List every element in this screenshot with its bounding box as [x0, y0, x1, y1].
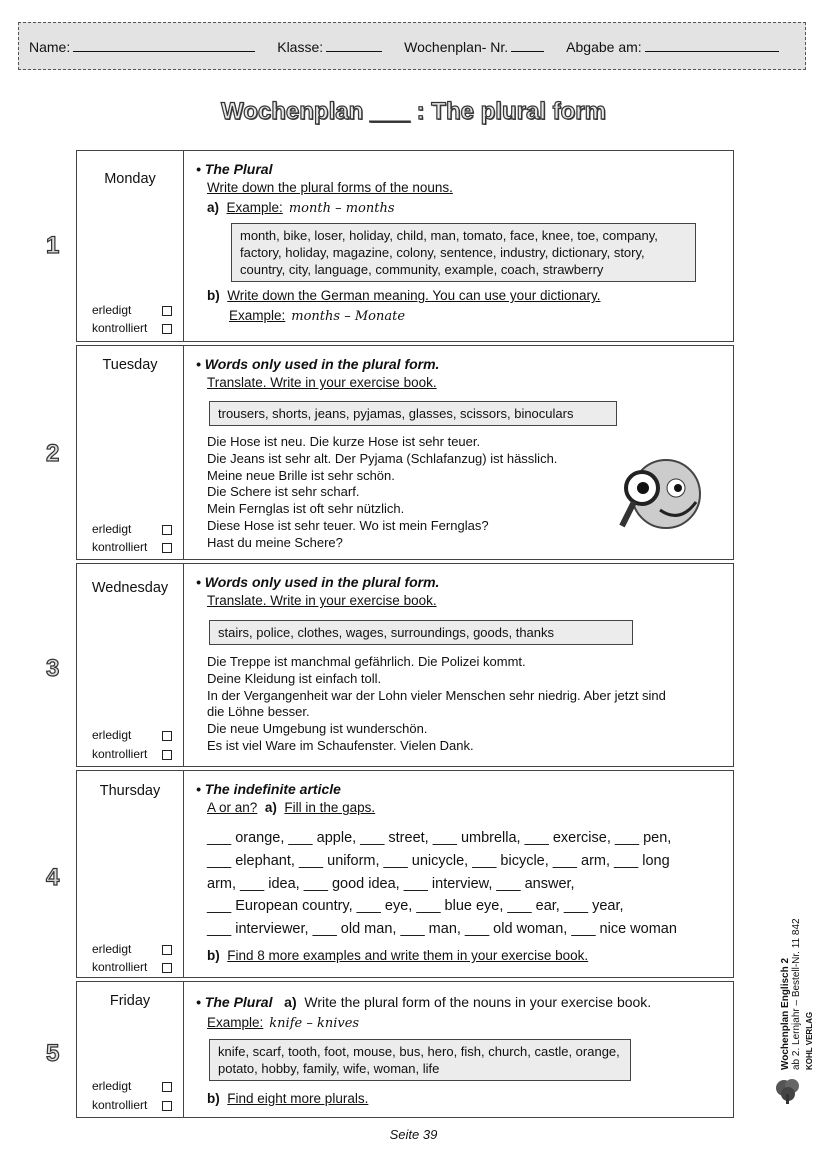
sentence: Deine Kleidung ist einfach toll. — [207, 670, 382, 686]
subtask-b: b) Find 8 more examples and write them in your exercise book. — [207, 948, 589, 963]
row-number: 5 — [46, 1040, 60, 1067]
day-cell — [77, 771, 184, 977]
side-imprint — [780, 850, 815, 1070]
gap-line: arm, ___ idea, ___ good idea, ___ interview, ___ answer, — [207, 875, 575, 892]
instruction: A or an? a) Fill in the gaps. — [207, 800, 376, 815]
checkbox-icon[interactable] — [162, 731, 172, 741]
row-wednesday — [76, 563, 734, 767]
page-number: Seite 39 — [389, 1127, 438, 1142]
done-checkbox[interactable]: erledigt — [92, 728, 131, 742]
publisher-logo: KOHL VERLAG — [805, 1011, 814, 1070]
sentence: Meine neue Brille ist sehr schön. — [207, 467, 395, 483]
done-checkbox[interactable]: erledigt — [92, 942, 131, 956]
checkbox-icon[interactable] — [162, 945, 172, 955]
row-tuesday — [76, 345, 734, 560]
sentence-list — [207, 654, 666, 755]
checkbox-icon[interactable] — [162, 306, 172, 316]
imprint-order: ab 2. Lernjahr – Bestell-Nr. 11 842 — [791, 918, 802, 1070]
subtask-b: b) Write down the German meaning. You can use your dictionary. — [207, 288, 601, 303]
day-label: Thursday — [99, 783, 161, 799]
sentence: Mein Fernglas ist oft sehr nützlich. — [207, 501, 405, 517]
day-label: Tuesday — [102, 357, 158, 373]
task-cell — [184, 564, 733, 766]
row-monday — [76, 150, 734, 342]
checkbox-icon[interactable] — [162, 543, 172, 553]
word-box: trousers, shorts, jeans, pyjamas, glasses, scissors, binoculars — [209, 401, 617, 426]
plan-number-field[interactable]: Wochenplan- Nr. — [404, 37, 544, 55]
gap-list — [207, 827, 707, 941]
example: Example: months – Monate — [229, 308, 406, 324]
gap-line: ___ elephant, ___ uniform, ___ unicycle, ___ bicycle, ___ arm, ___ long — [207, 852, 670, 869]
word-box: month, bike, loser, holiday, child, man, tomato, face, knee, toe, company, factory, holiday, magazine, colony, sentence, industry, dictionary, story, country, city, language, community, example, coach, strawberry — [231, 223, 696, 282]
task-heading: • The Plural a) Write the plural form of the nouns in your exercise book. — [196, 994, 652, 1010]
checkbox-icon[interactable] — [162, 1082, 172, 1092]
sentence: Die Treppe ist manchmal gefährlich. Die Polizei kommt. — [207, 654, 526, 669]
header-box — [18, 22, 806, 70]
task-cell — [184, 771, 733, 977]
row-friday — [76, 981, 734, 1118]
word-box: knife, scarf, tooth, foot, mouse, bus, hero, fish, church, castle, orange, potato, hobby, family, wife, woman, life — [209, 1039, 631, 1081]
gap-line: ___ European country, ___ eye, ___ blue eye, ___ ear, ___ year, — [207, 898, 624, 915]
class-field[interactable]: Klasse: — [277, 37, 382, 55]
checkbox-icon[interactable] — [162, 750, 172, 760]
sentence: Diese Hose ist sehr teuer. Wo ist mein Fernglas? — [207, 517, 489, 533]
day-cell — [77, 982, 184, 1117]
sentence: Die Schere ist sehr scharf. — [207, 484, 360, 500]
sentence: die Löhne besser. — [207, 704, 310, 720]
row-number: 2 — [46, 440, 60, 467]
task-heading: • The Plural — [196, 161, 273, 177]
day-cell — [77, 346, 184, 559]
task-heading: • Words only used in the plural form. — [196, 574, 440, 590]
day-label: Monday — [104, 171, 156, 187]
checkbox-icon[interactable] — [162, 963, 172, 973]
checked-checkbox[interactable]: kontrolliert — [92, 540, 147, 554]
tree-logo-icon — [772, 1076, 806, 1106]
task-cell — [184, 982, 733, 1117]
sentence: Hast du meine Schere? — [207, 534, 343, 550]
row-number: 4 — [46, 864, 60, 891]
example: Example: knife – knives — [207, 1015, 360, 1031]
gap-line: ___ interviewer, ___ old man, ___ man, ___ old woman, ___ nice woman — [207, 921, 677, 938]
sentence-list — [207, 434, 557, 552]
sentence: Die Jeans ist sehr alt. Der Pyjama (Schlafanzug) ist hässlich. — [207, 450, 558, 466]
checkbox-icon[interactable] — [162, 1101, 172, 1111]
task-heading: • The indefinite article — [196, 781, 341, 797]
due-date-field[interactable]: Abgabe am: — [566, 37, 779, 55]
task-cell — [184, 151, 733, 341]
checked-checkbox[interactable]: kontrolliert — [92, 321, 147, 335]
gap-line: ___ orange, ___ apple, ___ street, ___ umbrella, ___ exercise, ___ pen, — [207, 830, 672, 846]
task-heading: • Words only used in the plural form. — [196, 356, 440, 372]
word-box: stairs, police, clothes, wages, surroundings, goods, thanks — [209, 620, 633, 645]
magnifier-smiley-icon — [612, 458, 708, 538]
subtask-a: a) Example: month – months — [207, 200, 395, 216]
day-label: Friday — [109, 993, 151, 1009]
page-title: Wochenplan ___ : The plural form — [221, 98, 606, 125]
sentence: Die Hose ist neu. Die kurze Hose ist sehr teuer. — [207, 434, 481, 449]
sentence: Die neue Umgebung ist wunderschön. — [207, 721, 428, 737]
checked-checkbox[interactable]: kontrolliert — [92, 1098, 147, 1112]
day-label: Wednesday — [91, 580, 169, 596]
row-thursday — [76, 770, 734, 978]
checked-checkbox[interactable]: kontrolliert — [92, 960, 147, 974]
done-checkbox[interactable]: erledigt — [92, 303, 131, 317]
checkbox-icon[interactable] — [162, 324, 172, 334]
sentence: In der Vergangenheit war der Lohn vieler Menschen sehr niedrig. Aber jetzt sind — [207, 687, 666, 703]
row-number: 3 — [46, 655, 60, 682]
day-cell — [77, 151, 184, 341]
instruction: Translate. Write in your exercise book. — [207, 593, 437, 608]
task-cell — [184, 346, 733, 559]
name-field[interactable]: Name: — [29, 37, 255, 55]
done-checkbox[interactable]: erledigt — [92, 522, 131, 536]
checked-checkbox[interactable]: kontrolliert — [92, 747, 147, 761]
sentence: Es ist viel Ware im Schaufenster. Vielen Dank. — [207, 737, 474, 753]
checkbox-icon[interactable] — [162, 525, 172, 535]
day-cell — [77, 564, 184, 766]
instruction: Write down the plural forms of the nouns. — [207, 180, 453, 195]
instruction: Translate. Write in your exercise book. — [207, 375, 437, 390]
subtask-b: b) Find eight more plurals. — [207, 1091, 369, 1106]
row-number: 1 — [46, 232, 60, 259]
done-checkbox[interactable]: erledigt — [92, 1079, 131, 1093]
imprint-title: Wochenplan Englisch 2 — [780, 957, 791, 1070]
